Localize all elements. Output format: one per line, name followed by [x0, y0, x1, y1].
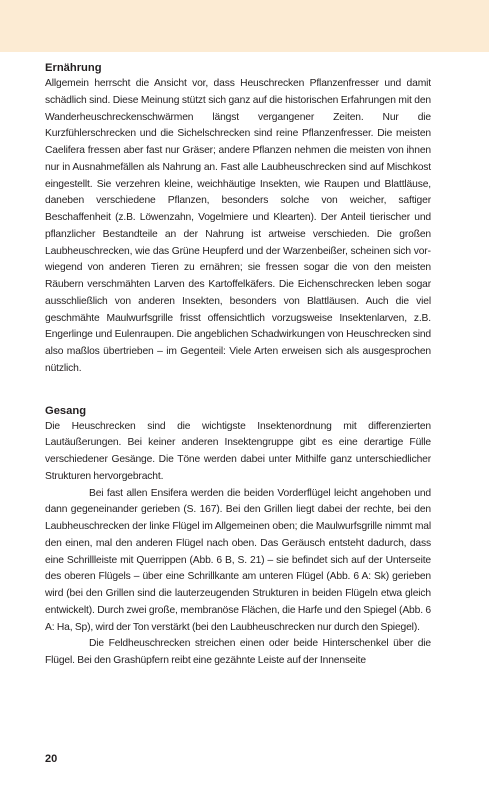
section-heading-song: Gesang [45, 404, 87, 417]
section-heading-nutrition: Ernährung [45, 62, 102, 74]
page-content [45, 61, 431, 670]
nutrition-paragraph: Allgemein herrscht die Ansicht vor, dass Heuschrecken Pflanzenfresser und damit schädlich sind. Diese Meinung stützt sich ganz auf die historischen Erfahrungen mit den Wanderheuschreckenschwärmen längst vergangener Zeiten. Nur die Kurzfühlerschrecken und die Sichelschrecken sind reine Pflanzenfresser. Die meisten Caelifera fressen aber fast nur Gräser; andere Pflanzen nehmen die meisten von ihnen nur in Ausnahmefällen als Nahrung an. Fast alle Laubheuschrecken sind auf Mischkost eingestellt. Sie verzehren kleine, weichhäutige Insekten, wie Raupen und Blattläuse, daneben verschiedene Pflanzen, besonders solche von weicher, saftiger Beschaffenheit (z.B. Löwenzahn, Vogelmiere und Klearten). Der Anteil tierischer und pflanzlicher Bestandteile an der Nahrung ist artweise verschieden. Die großen Laubheuschrecken, wie das Grüne Heupferd und der Warzenbeißer, scheinen sich vorwiegend von anderen Tieren zu ernähren; sie fressen sogar die von den meisten Räubern verschmähten Larven des Kartoffelkäfers. Die Eichenschrecken leben sogar ausschließlich von anderen Insekten, besonders von Blattläusen. Auch die viel geschmähte Maulwurfsgrille frisst offensichtlich vorzugsweise Insektenlarven, z.B. Engerlinge und Eulenraupen. Die angeblichen Schadwirkungen von Heuschrecken sind also maßlos übertrieben – im Gegenteil: Viele Arten erweisen sich als ausgesprochen nützlich. [45, 78, 431, 374]
section-song [45, 404, 431, 670]
section-spacer [45, 378, 431, 404]
song-paragraph-3: Die Feldheuschrecken streichen einen oder beide Hinterschenkel über die Flügel. Bei den Grashüpfern reibt eine gezähnte Leiste auf der Innenseite [45, 638, 431, 666]
header-band [0, 0, 489, 52]
song-paragraph-1: Die Heuschrecken sind die wichtigste Insektenordnung mit differenzierten Lautäußerungen. Bei keiner anderen Insektengruppe gibt es eine derartige Fülle verschiedener Gesänge. Die Töne werden dabei unter Mithilfe ganz unterschiedlicher Strukturen hervorgebracht. [45, 420, 431, 482]
page-number: 20 [45, 753, 58, 765]
section-nutrition [45, 61, 431, 378]
song-paragraph-2: Bei fast allen Ensifera werden die beiden Vorderflügel leicht angehoben und dann gegeneinander gerieben (S. 167). Bei den Grillen liegt dabei der rechte, bei den Laubheuschrecken der linke Flügel im Allgemeinen oben; die Maulwurfsgrille nimmt mal den einen, mal den anderen Flügel nach oben. Das Geräusch entsteht dadurch, dass eine Schrillleiste mit Querrippen (Abb. 6 B, S. 21) – sie befindet sich auf der Unterseite des oberen Flügels – über eine Schrillkante am unteren Flügel (Abb. 6 A: Sk) gerieben wird (bei den Grillen sind die lauterzeugenden Strukturen in beiden Flügeln etwa gleich entwickelt). Durch zwei große, membranöse Flächen, die Harfe und den Spiegel (Abb. 6 A: Ha, Sp), wird der Ton verstärkt (bei den Laubheuschrecken nur durch den Spiegel). [45, 487, 431, 633]
